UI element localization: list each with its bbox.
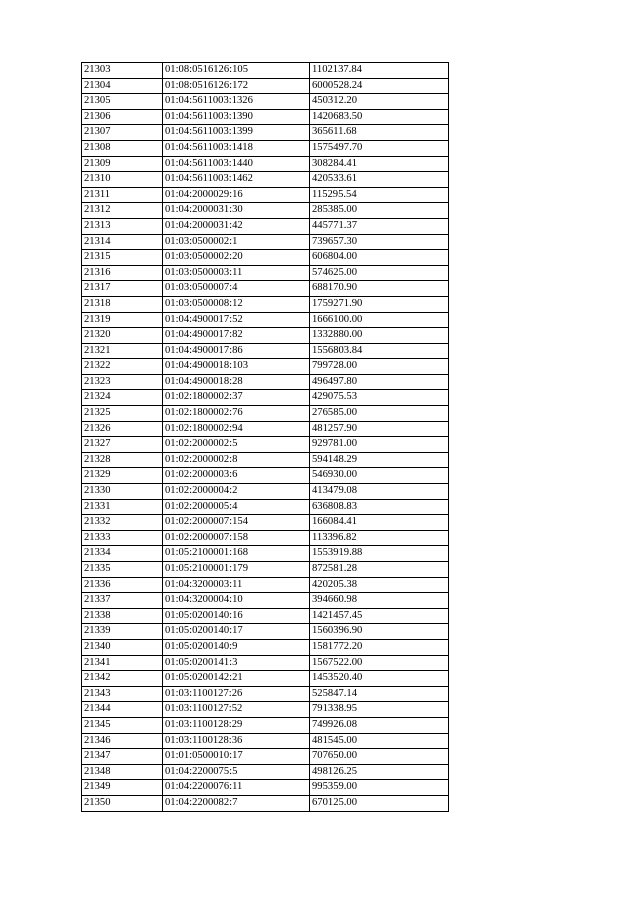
table-row: [82, 172, 449, 188]
cadastral-code-cell: 01:02:2000007:158: [163, 530, 310, 546]
cadastral-code-cell: 01:04:4900018:103: [163, 359, 310, 375]
table-row: [82, 437, 449, 453]
table-row: [82, 452, 449, 468]
amount-cell: 1575497.70: [310, 140, 449, 156]
amount-cell: 872581.28: [310, 562, 449, 578]
table-row: [82, 780, 449, 796]
table-row: [82, 390, 449, 406]
cadastral-code-cell: 01:04:2000031:42: [163, 218, 310, 234]
row-number-cell: 21344: [82, 702, 163, 718]
cadastral-code-cell: 01:04:3200003:11: [163, 577, 310, 593]
cadastral-code-cell: 01:02:2000002:5: [163, 437, 310, 453]
table-row: [82, 484, 449, 500]
row-number-cell: 21304: [82, 78, 163, 94]
amount-cell: 481257.90: [310, 421, 449, 437]
amount-cell: 498126.25: [310, 764, 449, 780]
table-row: [82, 624, 449, 640]
amount-cell: 308284.41: [310, 156, 449, 172]
table-row: [82, 639, 449, 655]
row-number-cell: 21336: [82, 577, 163, 593]
table-row: [82, 530, 449, 546]
row-number-cell: 21327: [82, 437, 163, 453]
amount-cell: 791338.95: [310, 702, 449, 718]
table-row: [82, 764, 449, 780]
row-number-cell: 21348: [82, 764, 163, 780]
row-number-cell: 21337: [82, 593, 163, 609]
amount-cell: 1332880.00: [310, 328, 449, 344]
cadastral-code-cell: 01:04:4900017:52: [163, 312, 310, 328]
row-number-cell: 21313: [82, 218, 163, 234]
amount-cell: 496497.80: [310, 374, 449, 390]
amount-cell: 113396.82: [310, 530, 449, 546]
cadastral-code-cell: 01:03:1100127:26: [163, 686, 310, 702]
table-row: [82, 359, 449, 375]
amount-cell: 739657.30: [310, 234, 449, 250]
cadastral-code-cell: 01:03:1100128:36: [163, 733, 310, 749]
amount-cell: 995359.00: [310, 780, 449, 796]
table-row: [82, 281, 449, 297]
row-number-cell: 21334: [82, 546, 163, 562]
amount-cell: 929781.00: [310, 437, 449, 453]
row-number-cell: 21330: [82, 484, 163, 500]
cadastral-code-cell: 01:04:3200004:10: [163, 593, 310, 609]
cadastral-code-cell: 01:05:0200142:21: [163, 671, 310, 687]
table-row: [82, 187, 449, 203]
data-table-body: [82, 63, 449, 812]
row-number-cell: 21345: [82, 717, 163, 733]
table-row: [82, 296, 449, 312]
table-row: [82, 499, 449, 515]
row-number-cell: 21342: [82, 671, 163, 687]
table-row: [82, 328, 449, 344]
row-number-cell: 21307: [82, 125, 163, 141]
row-number-cell: 21340: [82, 639, 163, 655]
row-number-cell: 21311: [82, 187, 163, 203]
table-row: [82, 593, 449, 609]
amount-cell: 6000528.24: [310, 78, 449, 94]
cadastral-code-cell: 01:02:1800002:94: [163, 421, 310, 437]
table-row: [82, 250, 449, 266]
row-number-cell: 21332: [82, 515, 163, 531]
cadastral-code-cell: 01:04:2200076:11: [163, 780, 310, 796]
row-number-cell: 21329: [82, 468, 163, 484]
row-number-cell: 21318: [82, 296, 163, 312]
cadastral-code-cell: 01:04:5611003:1440: [163, 156, 310, 172]
amount-cell: 394660.98: [310, 593, 449, 609]
table-row: [82, 265, 449, 281]
table-row: [82, 234, 449, 250]
data-table: [81, 62, 449, 812]
cadastral-code-cell: 01:04:4900017:86: [163, 343, 310, 359]
table-row: [82, 203, 449, 219]
row-number-cell: 21331: [82, 499, 163, 515]
row-number-cell: 21322: [82, 359, 163, 375]
row-number-cell: 21333: [82, 530, 163, 546]
cadastral-code-cell: 01:03:0500002:20: [163, 250, 310, 266]
table-row: [82, 421, 449, 437]
cadastral-code-cell: 01:04:4900018:28: [163, 374, 310, 390]
table-row: [82, 655, 449, 671]
table-row: [82, 63, 449, 79]
amount-cell: 365611.68: [310, 125, 449, 141]
cadastral-code-cell: 01:02:1800002:76: [163, 406, 310, 422]
row-number-cell: 21325: [82, 406, 163, 422]
amount-cell: 481545.00: [310, 733, 449, 749]
cadastral-code-cell: 01:05:2100001:179: [163, 562, 310, 578]
table-row: [82, 686, 449, 702]
cadastral-code-cell: 01:04:2200075:5: [163, 764, 310, 780]
amount-cell: 1553919.88: [310, 546, 449, 562]
cadastral-code-cell: 01:04:4900017:82: [163, 328, 310, 344]
table-row: [82, 78, 449, 94]
cadastral-code-cell: 01:02:2000003:6: [163, 468, 310, 484]
table-row: [82, 515, 449, 531]
table-row: [82, 749, 449, 765]
row-number-cell: 21309: [82, 156, 163, 172]
table-row: [82, 468, 449, 484]
amount-cell: 594148.29: [310, 452, 449, 468]
row-number-cell: 21305: [82, 94, 163, 110]
row-number-cell: 21343: [82, 686, 163, 702]
amount-cell: 1581772.20: [310, 639, 449, 655]
cadastral-code-cell: 01:02:2000007:154: [163, 515, 310, 531]
row-number-cell: 21321: [82, 343, 163, 359]
cadastral-code-cell: 01:03:1100127:52: [163, 702, 310, 718]
row-number-cell: 21320: [82, 328, 163, 344]
cadastral-code-cell: 01:04:2200082:7: [163, 795, 310, 811]
table-row: [82, 94, 449, 110]
row-number-cell: 21314: [82, 234, 163, 250]
cadastral-code-cell: 01:05:0200140:16: [163, 608, 310, 624]
row-number-cell: 21317: [82, 281, 163, 297]
amount-cell: 707650.00: [310, 749, 449, 765]
table-row: [82, 733, 449, 749]
row-number-cell: 21303: [82, 63, 163, 79]
table-row: [82, 218, 449, 234]
amount-cell: 285385.00: [310, 203, 449, 219]
amount-cell: 1759271.90: [310, 296, 449, 312]
amount-cell: 1102137.84: [310, 63, 449, 79]
table-row: [82, 312, 449, 328]
amount-cell: 276585.00: [310, 406, 449, 422]
table-row: [82, 343, 449, 359]
row-number-cell: 21308: [82, 140, 163, 156]
amount-cell: 1560396.90: [310, 624, 449, 640]
amount-cell: 166084.41: [310, 515, 449, 531]
row-number-cell: 21312: [82, 203, 163, 219]
cadastral-code-cell: 01:08:0516126:172: [163, 78, 310, 94]
amount-cell: 574625.00: [310, 265, 449, 281]
table-row: [82, 562, 449, 578]
cadastral-code-cell: 01:08:0516126:105: [163, 63, 310, 79]
table-row: [82, 608, 449, 624]
amount-cell: 1567522.00: [310, 655, 449, 671]
row-number-cell: 21326: [82, 421, 163, 437]
cadastral-code-cell: 01:04:5611003:1418: [163, 140, 310, 156]
cadastral-code-cell: 01:03:1100128:29: [163, 717, 310, 733]
row-number-cell: 21338: [82, 608, 163, 624]
row-number-cell: 21341: [82, 655, 163, 671]
amount-cell: 450312.20: [310, 94, 449, 110]
amount-cell: 429075.53: [310, 390, 449, 406]
cadastral-code-cell: 01:03:0500002:1: [163, 234, 310, 250]
row-number-cell: 21339: [82, 624, 163, 640]
table-row: [82, 109, 449, 125]
row-number-cell: 21335: [82, 562, 163, 578]
cadastral-code-cell: 01:01:0500010:17: [163, 749, 310, 765]
row-number-cell: 21324: [82, 390, 163, 406]
table-row: [82, 546, 449, 562]
row-number-cell: 21315: [82, 250, 163, 266]
cadastral-code-cell: 01:03:0500007:4: [163, 281, 310, 297]
amount-cell: 413479.08: [310, 484, 449, 500]
table-row: [82, 795, 449, 811]
amount-cell: 636808.83: [310, 499, 449, 515]
cadastral-code-cell: 01:04:2000029:16: [163, 187, 310, 203]
amount-cell: 1453520.40: [310, 671, 449, 687]
amount-cell: 606804.00: [310, 250, 449, 266]
cadastral-code-cell: 01:04:5611003:1326: [163, 94, 310, 110]
amount-cell: 445771.37: [310, 218, 449, 234]
amount-cell: 749926.08: [310, 717, 449, 733]
amount-cell: 1666100.00: [310, 312, 449, 328]
table-row: [82, 156, 449, 172]
amount-cell: 1421457.45: [310, 608, 449, 624]
amount-cell: 1420683.50: [310, 109, 449, 125]
row-number-cell: 21319: [82, 312, 163, 328]
amount-cell: 799728.00: [310, 359, 449, 375]
table-row: [82, 577, 449, 593]
table-row: [82, 125, 449, 141]
table-row: [82, 374, 449, 390]
amount-cell: 525847.14: [310, 686, 449, 702]
table-row: [82, 140, 449, 156]
cadastral-code-cell: 01:04:5611003:1390: [163, 109, 310, 125]
cadastral-code-cell: 01:04:5611003:1462: [163, 172, 310, 188]
row-number-cell: 21349: [82, 780, 163, 796]
cadastral-code-cell: 01:02:2000005:4: [163, 499, 310, 515]
table-row: [82, 406, 449, 422]
amount-cell: 546930.00: [310, 468, 449, 484]
cadastral-code-cell: 01:05:0200140:9: [163, 639, 310, 655]
table-row: [82, 717, 449, 733]
table-row: [82, 671, 449, 687]
row-number-cell: 21328: [82, 452, 163, 468]
amount-cell: 420205.38: [310, 577, 449, 593]
amount-cell: 1556803.84: [310, 343, 449, 359]
cadastral-code-cell: 01:04:5611003:1399: [163, 125, 310, 141]
amount-cell: 688170.90: [310, 281, 449, 297]
row-number-cell: 21350: [82, 795, 163, 811]
amount-cell: 670125.00: [310, 795, 449, 811]
row-number-cell: 21310: [82, 172, 163, 188]
table-row: [82, 702, 449, 718]
cadastral-code-cell: 01:02:2000004:2: [163, 484, 310, 500]
amount-cell: 420533.61: [310, 172, 449, 188]
cadastral-code-cell: 01:05:0200140:17: [163, 624, 310, 640]
row-number-cell: 21316: [82, 265, 163, 281]
cadastral-code-cell: 01:03:0500008:12: [163, 296, 310, 312]
row-number-cell: 21306: [82, 109, 163, 125]
amount-cell: 115295.54: [310, 187, 449, 203]
cadastral-code-cell: 01:02:2000002:8: [163, 452, 310, 468]
cadastral-code-cell: 01:03:0500003:11: [163, 265, 310, 281]
cadastral-code-cell: 01:05:2100001:168: [163, 546, 310, 562]
cadastral-code-cell: 01:04:2000031:30: [163, 203, 310, 219]
row-number-cell: 21346: [82, 733, 163, 749]
row-number-cell: 21347: [82, 749, 163, 765]
row-number-cell: 21323: [82, 374, 163, 390]
cadastral-code-cell: 01:05:0200141:3: [163, 655, 310, 671]
cadastral-code-cell: 01:02:1800002:37: [163, 390, 310, 406]
